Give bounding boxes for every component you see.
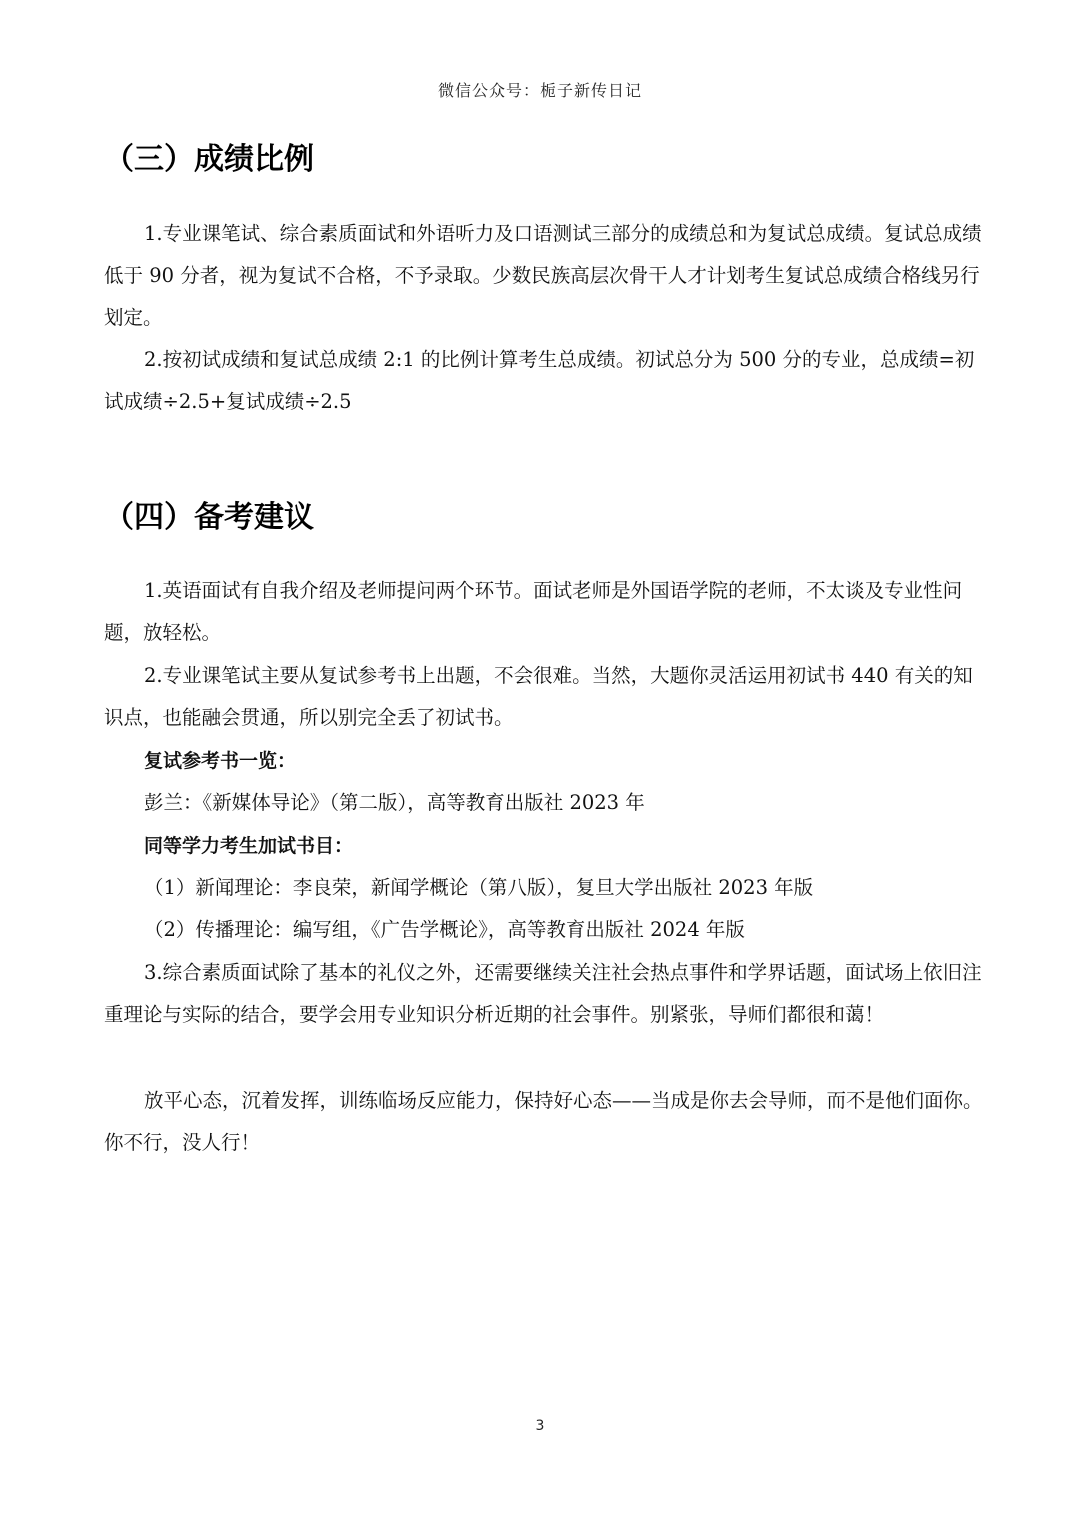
advice-paragraph-3: 3.综合素质面试除了基本的礼仪之外，还需要继续关注社会热点事件和学界话题，面试场上依旧注重理论与实际的结合，要学会用专业知识分析近期的社会事件。别紧张，导师们都很和蔼！ <box>104 961 982 1026</box>
advice-paragraph-1: 1.英语面试有自我介绍及老师提问两个环节。面试老师是外国语学院的老师，不太谈及专业性问题，放轻松。 <box>104 579 963 644</box>
extra-book-item-2: （2）传播理论：编写组，《广告学概论》，高等教育出版社 2024 年版 <box>144 918 745 941</box>
reference-books-heading: 复试参考书一览： <box>144 750 297 772</box>
score-paragraph-1: 1.专业课笔试、综合素质面试和外语听力及口语测试三部分的成绩总和为复试总成绩。复试总成绩低于 90 分者，视为复试不合格，不予录取。少数民族高层次骨干人才计划考生复试总成绩合格线另行划定。 <box>104 222 982 329</box>
advice-paragraph-4: 放平心态，沉着发挥，训练临场反应能力，保持好心态——当成是你去会导师，而不是他们面你。你不行，没人行！ <box>104 1089 983 1154</box>
reference-book-item: 彭兰：《新媒体导论》（第二版），高等教育出版社 2023 年 <box>144 791 645 814</box>
extra-exam-books-heading: 同等学力考生加试书目： <box>144 835 354 857</box>
section-title-prep-advice: （四）备考建议 <box>104 500 314 535</box>
page-header: 微信公众号：栀子新传日记 <box>437 81 642 100</box>
section-title-score-ratio: （三）成绩比例 <box>104 142 314 177</box>
extra-book-item-1: （1）新闻理论：李良荣，新闻学概论（第八版），复旦大学出版社 2023 年版 <box>144 876 814 899</box>
advice-paragraph-2: 2.专业课笔试主要从复试参考书上出题，不会很难。当然，大题你灵活运用初试书 440 有关的知识点，也能融会贯通，所以别完全丢了初试书。 <box>104 664 973 729</box>
score-paragraph-2: 2.按初试成绩和复试总成绩 2:1 的比例计算考生总成绩。初试总分为 500 分的专业，总成绩=初试成绩÷2.5+复试成绩÷2.5 <box>104 348 975 413</box>
page-number: 3 <box>535 1418 545 1434</box>
